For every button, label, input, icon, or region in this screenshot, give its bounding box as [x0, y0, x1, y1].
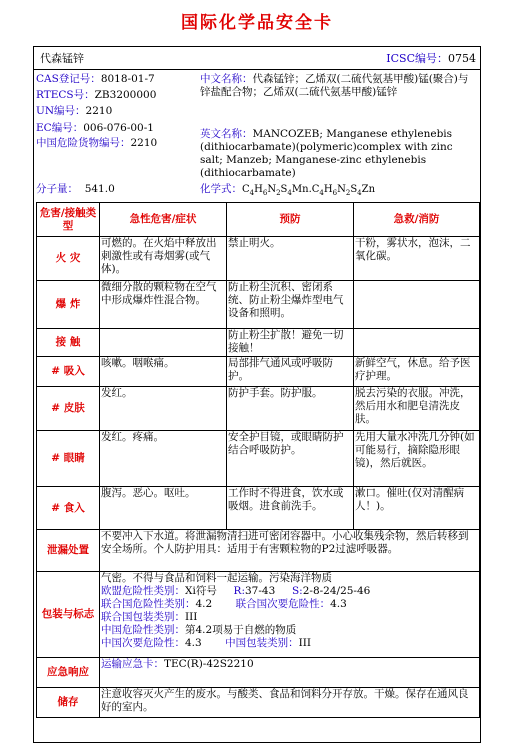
cn-sub-value: 4.3 — [185, 637, 202, 649]
cas-value: 8018-01-7 — [100, 73, 155, 85]
cn-pack-label: 中国包装类别： — [225, 637, 299, 649]
divider — [34, 69, 480, 70]
storage-category: 储存 — [37, 688, 100, 718]
firstaid-cell: 干粉，雾状水，泡沫，二氧化碳。 — [354, 237, 480, 281]
prevention-cell: 禁止明火。 — [227, 237, 354, 281]
icsc-number — [386, 52, 476, 65]
rtecs-line — [36, 89, 156, 102]
un-sub-label: 联合国次要危险性： — [235, 598, 331, 610]
eu-class-label: 欧盟危险性类别： — [101, 585, 185, 597]
cn-number-line — [36, 137, 157, 150]
hazard-cell — [100, 329, 227, 357]
packaging-category: 包装与标志 — [37, 572, 100, 658]
table-row — [37, 431, 480, 487]
cn-pack-value: III — [298, 637, 312, 649]
prevention-cell: 局部排气通风或呼吸防护。 — [227, 357, 354, 387]
cn-name-label: 中文名称： — [200, 73, 253, 85]
header-cell: 急救/消防 — [354, 203, 480, 237]
cas-label: CAS登记号： — [36, 73, 101, 85]
category-cell: 火 灾 — [37, 237, 100, 281]
lower-table — [36, 529, 480, 718]
card-title: 国际化学品安全卡 — [181, 13, 333, 33]
cn-class-line — [101, 624, 478, 637]
emergency-category: 应急响应 — [37, 658, 100, 688]
firstaid-cell: 脱去污染的衣服。冲洗，然后用水和肥皂清洗皮肤。 — [354, 387, 480, 431]
chemical-name: 代森锰锌 — [40, 52, 84, 65]
header-cell: 预防 — [227, 203, 354, 237]
safety-card — [33, 46, 481, 743]
firstaid-cell: 新鲜空气，休息。给予医疗护理。 — [354, 357, 480, 387]
packaging-cell — [100, 572, 480, 658]
packaging-line: 气密。不得与食品和饲料一起运输。污染海洋物质 — [101, 572, 332, 584]
table-row — [37, 357, 480, 387]
rtecs-label: RTECS号： — [36, 89, 95, 101]
s-value: 2-8-24/25-46 — [302, 585, 371, 597]
firstaid-cell: 漱口。催吐(仅对清醒病人！)。 — [354, 487, 480, 530]
ec-value: 006-076-00-1 — [83, 122, 154, 134]
table-row — [37, 387, 480, 431]
firstaid-cell — [354, 329, 480, 357]
category-cell: # 皮肤 — [37, 387, 100, 431]
table-row — [37, 281, 480, 329]
category-cell: # 食入 — [37, 487, 100, 530]
packaging-row — [37, 572, 480, 658]
icsc-value: 0754 — [448, 52, 476, 65]
hazard-cell: 腹泻。恶心。呕吐。 — [100, 487, 227, 530]
cn-name-value: 代森锰锌；乙烯双(二硫代氨基甲酸)锰(聚合)与锌盐配合物；乙烯双(二硫代氨基甲酸)锰锌 — [200, 73, 469, 98]
un-pack-label: 联合国包装类别： — [101, 611, 185, 623]
storage-text: 注意收容灭火产生的废水。与酸类、食品和饲料分开存放。干燥。保存在通风良好的室内。 — [100, 688, 480, 718]
rtecs-value: ZB3200000 — [94, 89, 157, 101]
category-cell: 接 触 — [37, 329, 100, 357]
emergency-cell — [100, 658, 480, 688]
table-row — [37, 237, 480, 281]
cn-number-label: 中国危险货物编号： — [36, 137, 131, 149]
en-name-value: MANCOZEB; Manganese ethylenebis (dithiocarbamate)(polymeric)complex with zinc salt; Manzeb; Manganese-zinc ethylenebis (dithiocarbamate) — [200, 128, 453, 179]
formula — [200, 183, 375, 200]
prevention-cell: 防止粉尘扩散！避免一切接触！ — [227, 329, 354, 357]
un-label: UN编号： — [36, 105, 86, 117]
en-name-label: 英文名称： — [200, 128, 253, 140]
spill-row — [37, 530, 480, 572]
prevention-cell: 工作时不得进食，饮水或吸烟。进食前洗手。 — [227, 487, 354, 530]
r-value: 37-43 — [245, 585, 276, 597]
r-label: R: — [233, 585, 245, 597]
un-line — [36, 105, 112, 118]
cas-line — [36, 73, 155, 86]
category-cell: # 吸入 — [37, 357, 100, 387]
hazard-cell: 发红。 — [100, 387, 227, 431]
ec-label: EC编号： — [36, 122, 84, 134]
formula-label: 化学式： — [200, 183, 242, 195]
firstaid-cell — [354, 281, 480, 329]
en-name — [200, 128, 478, 180]
hazard-table — [36, 202, 480, 530]
un-sub-value: 4.3 — [330, 598, 347, 610]
un-pack-value: III — [185, 611, 198, 623]
hazard-cell: 发红。疼痛。 — [100, 431, 227, 487]
emergency-row — [37, 658, 480, 688]
icsc-label: ICSC编号： — [386, 52, 448, 65]
eu-class-value: Xi符号 — [185, 585, 217, 597]
hazard-cell: 可燃的。在火焰中释放出刺激性或有毒烟雾(或气体)。 — [100, 237, 227, 281]
un-value: 2210 — [85, 105, 113, 117]
un-class-value: 4.2 — [195, 598, 213, 610]
prevention-cell: 防止粉尘沉积、密闭系统、防止粉尘爆炸型电气设备和照明。 — [227, 281, 354, 329]
cn-class-value: 第4.2项易于自燃的物质 — [185, 624, 297, 636]
mw-label: 分子量： — [36, 183, 78, 195]
storage-row — [37, 688, 480, 718]
prevention-cell: 防护手套。防护服。 — [227, 387, 354, 431]
spill-text: 不要冲入下水道。将泄漏物清扫进可密闭容器中。小心收集残余物，然后转移到安全场所。个人防护用具：适用于有害颗粒物的P2过滤呼吸器。 — [100, 530, 480, 572]
prevention-cell: 安全护目镜，或眼睛防护结合呼吸防护。 — [227, 431, 354, 487]
mw-line — [36, 183, 115, 196]
firstaid-cell: 先用大量水冲洗几分钟(如可能易行，摘除隐形眼镜)，然后就医。 — [354, 431, 480, 487]
emergency-label: 运输应急卡： — [101, 658, 164, 670]
s-label: S: — [291, 585, 303, 597]
header-cell: 危害/接触类型 — [37, 203, 100, 237]
mw-value: 541.0 — [84, 183, 115, 195]
table-header-row — [37, 203, 480, 237]
category-cell: 爆 炸 — [37, 281, 100, 329]
cn-number-value: 2210 — [130, 137, 158, 149]
cn-sub-label: 中国次要危险性： — [101, 637, 185, 649]
hazard-cell: 微细分散的颗粒物在空气中形成爆炸性混合物。 — [100, 281, 227, 329]
un-class-line — [101, 598, 478, 611]
emergency-value: TEC(R)-42S2210 — [164, 658, 254, 670]
table-row — [37, 329, 480, 357]
eu-class-line — [101, 585, 478, 598]
hazard-cell: 咳嗽。咽喉痛。 — [100, 357, 227, 387]
category-cell: # 眼睛 — [37, 431, 100, 487]
table-row — [37, 487, 480, 530]
header-cell: 急性危害/症状 — [100, 203, 227, 237]
cn-name — [200, 73, 475, 99]
spill-category: 泄漏处置 — [37, 530, 100, 572]
formula-value: $C_4H_6N_2S_4Mn.C_4H_6N_2S_4Zn$ — [242, 184, 376, 197]
cn-sub-line — [101, 637, 478, 650]
ec-line — [36, 122, 154, 135]
un-pack-line — [101, 611, 478, 624]
cn-class-label: 中国危险性类别： — [101, 624, 185, 636]
un-class-label: 联合国危险性类别： — [101, 598, 196, 610]
